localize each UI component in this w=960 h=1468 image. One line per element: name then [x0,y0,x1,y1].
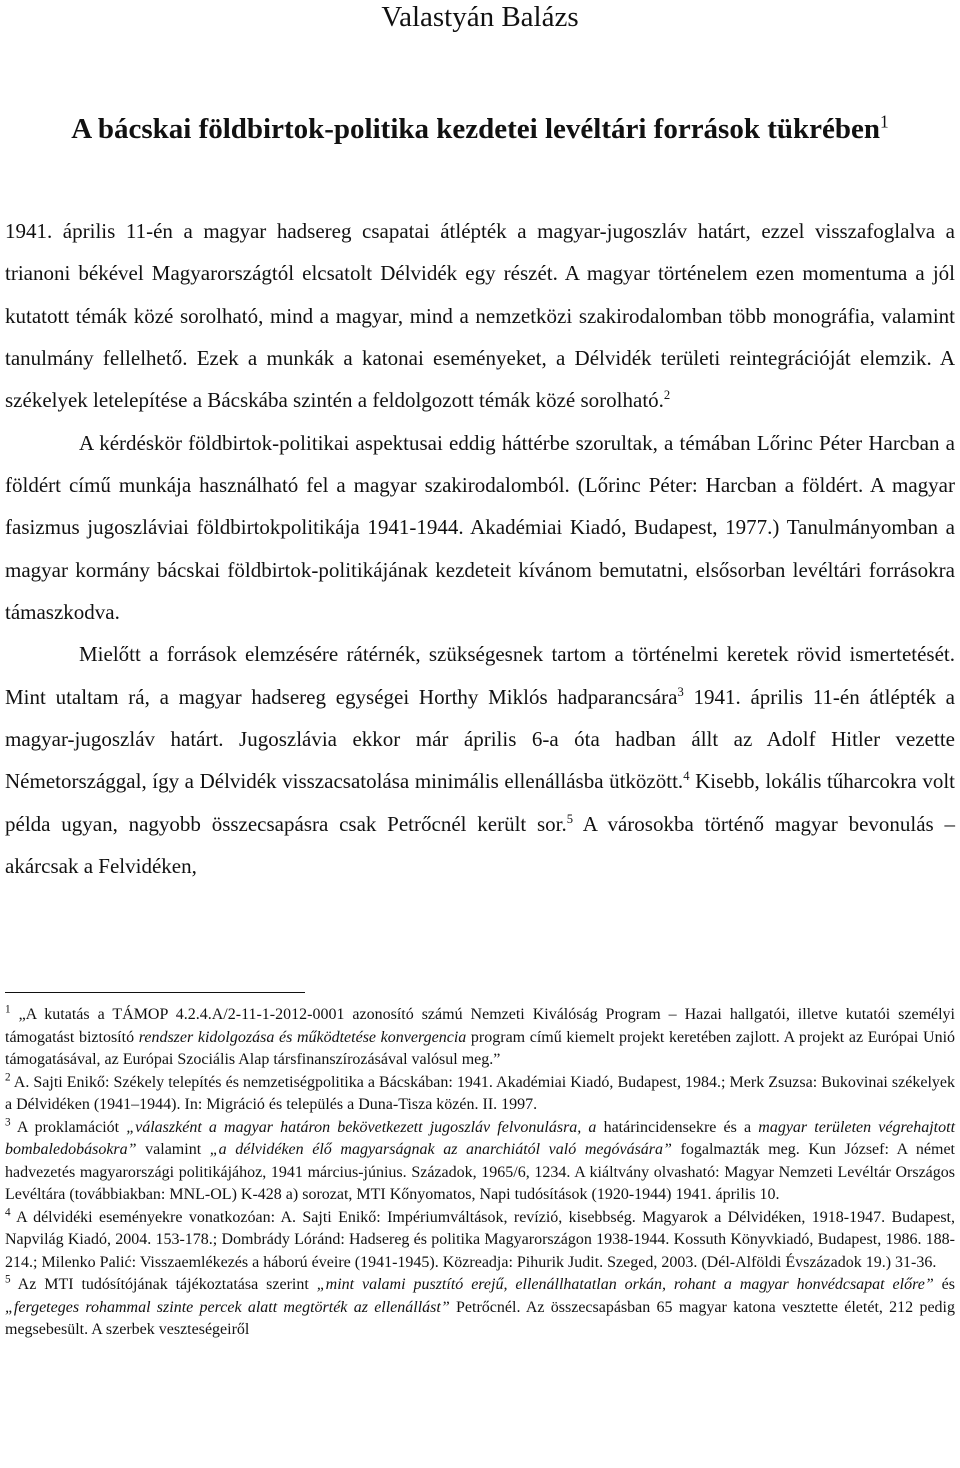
footnote-4 [5,1207,955,1275]
footnote-4-number: 4 [5,1206,11,1219]
footnote-5 [5,1274,955,1342]
footnote-5-text-a: Az MTI tudósítójának tájékoztatása szerint [17,1276,317,1293]
paragraph-1-text: 1941. április 11-én a magyar hadsereg csapatai átlépték a magyar-jugoszláv határt, ezzel visszafoglalva a trianoni békével Magyarországtól elcsatolt Délvidék egy részét. A magyar történelem ezen momentuma a jól kutatott témák közé sorolható, mind a magyar, mind a nemzetközi szakirodalomban több monográfia, valamint tanulmány fellelhető. Ezek a munkák a katonai eseményeket, a Délvidék területi reintegrációját elemzik. A székelyek letelepítése a Bácskába szintén a feldolgozott témák közé sorolható. [5,219,955,413]
footnote-5-number: 5 [5,1273,11,1286]
footnote-ref-2[interactable]: 2 [663,388,671,403]
author-name: Valastyán Balázs [381,1,579,33]
footnote-2-number: 2 [5,1071,11,1084]
footnote-5-italic-2: „fergeteges rohammal szinte percek alatt megtörték az ellenállást” [5,1298,450,1316]
footnote-3-text-d: fogalmazták meg. Kun József: A német hadvezetés magyarországi politikájához, 1941 március-június. Századok, 1965/6, 1234. A kiáltvány olvasható: Magyar Nemzeti Levéltár Országos Levéltára (továbbiakban: MNL-OL) K-428 a) sorozat, MTI Kőnyomatos, Napi tudósítások (1920-1944) 1941. április 10. [5,1141,956,1203]
main-text [5,210,955,888]
footnote-3-italic-3: „a délvidéken élő magyarságnak az anarchiától való megóvására” [209,1141,672,1158]
paragraph-3-text-c: Kisebb, lokális tűharcokra volt példa ugyan, nagyobb összecsapásra csak Petrőcnél került sor. [5,769,955,836]
footnote-3-italic-1: „válaszként a magyar határon bekövetkezett jugoszláv felvonulásra, a [126,1118,597,1136]
footnote-1 [5,1004,955,1072]
footnote-ref-4[interactable]: 4 [683,769,690,784]
paragraph-3-text-b: 1941. április 11-én átlépték a magyar-jugoszláv határt. Jugoszlávia ekkor már április 6-a óta hadban állt az Adolf Hitler vezette Németországgal, így a Délvidék visszacsatolása minimális ellenállásba ütközött. [5,684,955,794]
footnote-2 [5,1072,955,1117]
footnote-1-italic: rendszer kidolgozása és működtetése konvergencia [138,1028,467,1046]
footnote-2-text: A. Sajti Enikő: Székely telepítés és nemzetiségpolitika a Bácskában: 1941. Akadémiai Kiadó, Budapest, 1984.; Merk Zsuzsa: Bukovinai székelyek a Délvidéken (1941–1944). In: Migráció és település a Duna-Tisza közén. II. 1997. [5,1073,955,1113]
footnote-3-text-c: valamint [136,1141,210,1158]
footnotes [5,1004,955,1342]
document-title [0,109,960,149]
paragraph-1 [5,210,955,422]
paragraph-3-text-a: Mielőtt a források elemzésére rátérnék, szükségesnek tartom a történelmi keretek rövid ismertetését. Mint utaltam rá, a magyar hadsereg egységei Horthy Miklós hadparancsára [5,642,955,709]
paragraph-2-text: A kérdéskör földbirtok-politikai aspektusai eddig háttérbe szorultak, a témában Lőrinc Péter Harcban a földért című munkája használható fel a magyar szakirodalomból. (Lőrinc Péter: Harcban a földért. A magyar fasizmus jugoszláviai földbirtokpolitikája 1941-1944. Akadémiai Kiadó, Budapest, 1977.) Tanulmányomban a magyar kormány bácskai földbirtok-politikájának kezdeteit kívánom bemutatni, elsősorban levéltári forrásokra támaszkodva. [5,430,955,625]
footnote-ref-3[interactable]: 3 [677,684,684,699]
footnote-3 [5,1117,955,1207]
title-text: A bácskai földbirtok-politika kezdetei levéltári források tükrében [71,113,881,145]
paragraph-3-text-d: A városokba történő magyar bevonulás – akárcsak a Felvidéken, [5,811,955,879]
footnote-4-text: A délvidéki eseményekre vonatkozóan: A. Sajti Enikő: Impériumváltások, revízió, kisebbség. Magyarok a Délvidéken, 1918-1947. Budapest, Napvilág Kiadó, 2004. 153-178.; Dombrády Lóránd: Hadsereg és politika Magyarországon 1938-1944. Kossuth Könyvkiadó, Budapest, 1986. 188-214.; Milenko Palić: Visszaemlékezés a háború éveire (1941-1945). Közreadja: Pihurik Judit. Szeged, 2003. (Dél-Alföldi Évszázadok 19.) 31-36. [5,1208,955,1271]
paragraph-2 [5,422,955,634]
footnote-3-text-a: A proklamációt [16,1118,127,1136]
footnote-1-text-a: „A kutatás a TÁMOP 4.2.4.A/2-11-1-2012-0001 azonosító számú Nemzeti Kiválóság Program – Hazai hallgatói, illetve kutatói személyi támogatást biztosító [5,1006,956,1046]
title-footnote-ref[interactable]: 1 [880,111,889,132]
paragraph-3 [5,633,955,887]
footnote-5-text-c: Petrőcnél. Az összecsapásban 65 magyar katona vesztette életét, 212 pedig megsebesült. A szerbek veszteségeiről [5,1298,955,1338]
footnote-1-number: 1 [5,1003,11,1016]
footnote-5-text-b: és [933,1276,955,1293]
footnote-3-number: 3 [5,1116,11,1129]
footnote-5-italic-1: „mint valami pusztító erejű, ellenállhatatlan orkán, rohant a magyar honvédcsapat előre” [316,1276,934,1293]
footnote-3-italic-2: magyar területen végrehajtott bombaledobásokra” [5,1118,956,1158]
footnote-separator [5,992,305,993]
footnote-1-text-b: program című kiemelt projekt keretében zajlott. A projekt az Európai Unió támogatásával, az Európai Szociális Alap társfinanszírozásával valósul meg.” [5,1028,956,1068]
footnote-ref-5[interactable]: 5 [566,811,574,826]
footnote-3-text-b: határincidensekre és a [596,1118,759,1136]
